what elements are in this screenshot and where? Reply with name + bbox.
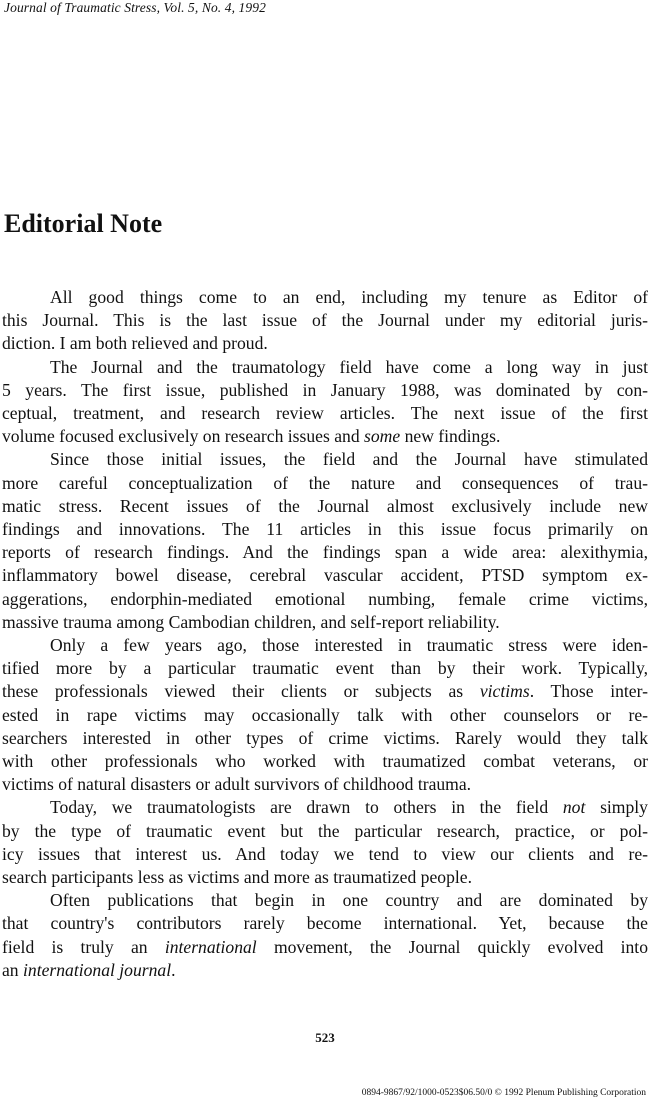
paragraph-line: icy issues that interest us. And today we tend to view our clients and re-: [2, 843, 648, 864]
paragraph-line: massive trauma among Cambodian children, and self-report reliability.: [2, 611, 500, 632]
paragraph-line: inflammatory bowel disease, cerebral vascular accident, PTSD symptom ex-: [2, 565, 648, 586]
paragraph-line: ested in rape victims may occasionally talk with other counselors or re-: [2, 704, 648, 725]
paragraph-line: field is truly an international movement, the Journal quickly evolved into: [2, 936, 648, 957]
paragraph-line: ceptual, treatment, and research review articles. The next issue of the first: [2, 403, 648, 424]
paragraph: [2, 356, 648, 449]
paragraph-line: Today, we traumatologists are drawn to others in the field not simply: [50, 797, 648, 818]
paragraph: [2, 889, 648, 982]
running-header: Journal of Traumatic Stress, Vol. 5, No. 4, 1992: [4, 0, 266, 15]
paragraph-line: searchers interested in other types of crime victims. Rarely would they talk: [2, 727, 648, 748]
paragraph-line: matic stress. Recent issues of the Journal almost exclusively include new: [2, 495, 648, 516]
paragraph-line: with other professionals who worked with traumatized combat veterans, or: [2, 751, 648, 772]
paragraph-line: Only a few years ago, those interested in traumatic stress were iden-: [50, 635, 648, 656]
paragraph-line: these professionals viewed their clients or subjects as victims. Those inter-: [2, 681, 648, 702]
paragraph-line: diction. I am both relieved and proud.: [2, 333, 268, 354]
page-number: 523: [315, 1030, 335, 1045]
paragraph: [2, 634, 648, 796]
paragraph-line: findings and innovations. The 11 articles in this issue focus primarily on: [2, 519, 648, 540]
paragraph-line: an international journal.: [2, 959, 176, 980]
paragraph: [2, 448, 648, 634]
paragraph-line: that country's contributors rarely become international. Yet, because the: [2, 913, 648, 934]
paragraph-line: search participants less as victims and more as traumatized people.: [2, 867, 472, 888]
paragraph-line: Often publications that begin in one country and are dominated by: [50, 890, 648, 911]
article-body: [2, 286, 648, 982]
paragraph-line: aggerations, endorphin-mediated emotional numbing, female crime victims,: [2, 588, 648, 609]
paragraph-line: victims of natural disasters or adult survivors of childhood trauma.: [2, 774, 472, 795]
paragraph-line: The Journal and the traumatology field have come a long way in just: [50, 356, 648, 377]
paragraph-line: by the type of traumatic event but the particular research, practice, or pol-: [2, 820, 648, 841]
paragraph: [2, 796, 648, 889]
paragraph-line: 5 years. The first issue, published in January 1988, was dominated by con-: [2, 379, 648, 400]
paragraph-line: more careful conceptualization of the nature and consequences of trau-: [2, 472, 648, 493]
paragraph: [2, 286, 648, 356]
paragraph-line: All good things come to an end, including my tenure as Editor of: [50, 287, 648, 307]
paragraph-line: tified more by a particular traumatic event than by their work. Typically,: [2, 658, 648, 679]
article-title: Editorial Note: [4, 209, 163, 238]
paragraph-line: reports of research findings. And the findings span a wide area: alexithymia,: [2, 542, 648, 563]
paragraph-line: Since those initial issues, the field and the Journal have stimulated: [50, 449, 648, 470]
copyright-line: 0894-9867/92/1000-0523$06.50/0 © 1992 Plenum Publishing Corporation: [361, 1088, 646, 1098]
paragraph-line: volume focused exclusively on research issues and some new findings.: [2, 426, 501, 447]
paragraph-line: this Journal. This is the last issue of the Journal under my editorial juris-: [2, 310, 648, 331]
